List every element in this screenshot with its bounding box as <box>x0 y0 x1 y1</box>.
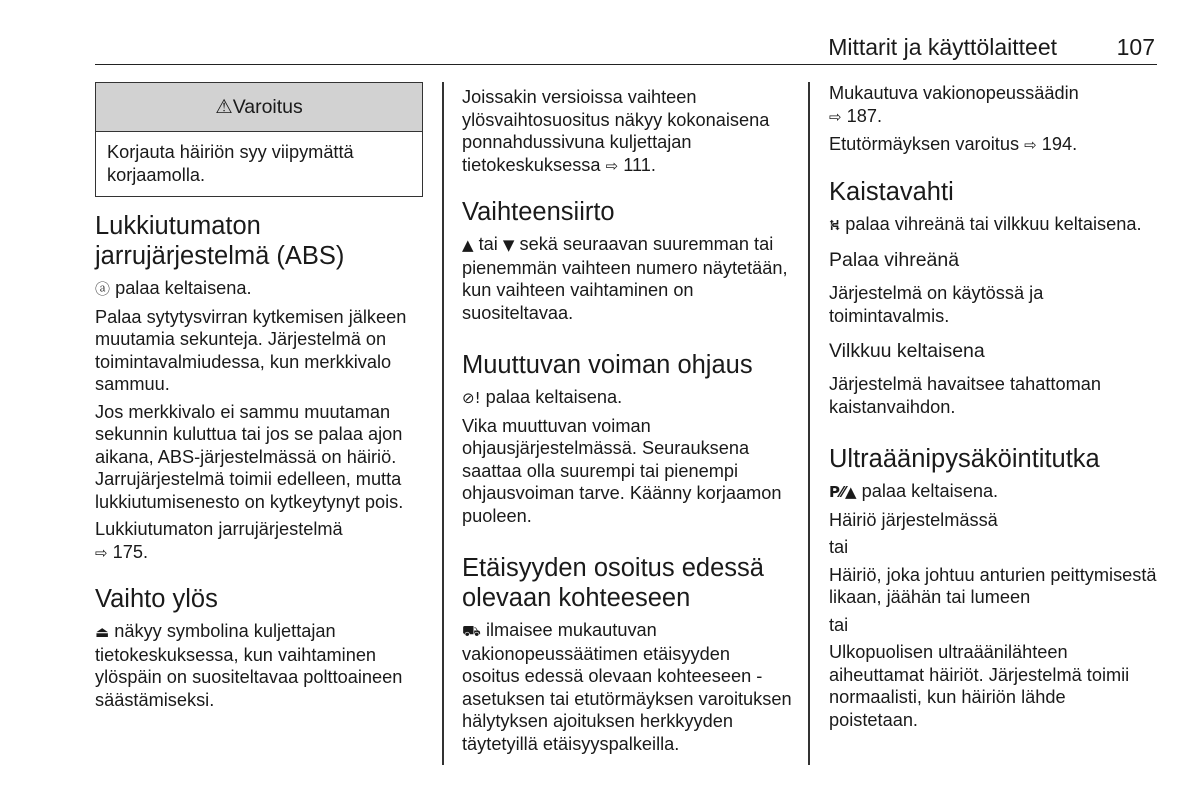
page-ref-icon: ⇨ <box>95 543 108 562</box>
gear-shift-heading: Vaihteensiirto <box>462 198 615 226</box>
warning-title: Varoitus <box>232 95 303 118</box>
section-title: Mittarit ja käyttölaitteet <box>828 34 1057 60</box>
column-divider <box>808 82 810 765</box>
collision-warning-reference: Etutörmäyksen varoitus ⇨ 194. <box>829 134 1078 154</box>
page-ref-icon: ⇨ <box>829 107 842 126</box>
parking-assist-icon: P⁄⁄▲ <box>829 483 857 501</box>
page-ref-number: 194. <box>1041 134 1078 154</box>
shift-up-heading: Vaihto ylös <box>95 585 218 613</box>
lane-green-paragraph: Järjestelmä on käytössä ja toimintavalmis. <box>829 283 1044 326</box>
page-ref-number: 187. <box>846 105 883 126</box>
column-1 <box>95 82 425 716</box>
abs-reference: Lukkiutumaton jarrujärjestelmä ⇨ 175. <box>95 519 343 562</box>
steering-paragraph-2: Vika muuttuvan voiman ohjausjärjestelmässä. Seurauksena saattaa olla suurempi tai pienempi ohjausvoiman tarve. Käänny korjaamon puoleen. <box>462 415 782 526</box>
page-ref-icon: ⇨ <box>605 156 619 175</box>
warning-header <box>96 83 422 132</box>
parking-paragraph-4: Häiriö, joka johtuu anturien peittymisestä likaan, jäähän tai lumeen <box>829 564 1157 607</box>
steering-heading: Muuttuvan voiman ohjaus <box>462 351 753 379</box>
distance-heading: Etäisyyden osoitus edessä olevaan kohteeseen <box>462 554 764 612</box>
parking-indicator-paragraph: P⁄⁄▲ palaa keltaisena. <box>829 481 999 501</box>
arrow-up-icon: ▲ <box>462 236 474 254</box>
parking-paragraph-2: Häiriö järjestelmässä <box>829 509 998 530</box>
abs-indicator-paragraph: ⓐ palaa keltaisena. <box>95 278 252 298</box>
distance-paragraph: ⛟ ilmaisee mukautuvan vakionopeussäätimen etäisyyden osoitus edessä olevaan kohteeseen -asetuksen tai etutörmäyksen varoituksen hälytyksen ajoituksen herkkyyden täytetyillä etäisyyspalkeilla. <box>462 620 792 754</box>
parking-paragraph-5: tai <box>829 614 849 635</box>
abs-icon: ⓐ <box>95 280 111 298</box>
parking-paragraph-3: tai <box>829 537 849 557</box>
lane-assist-icon: ⛕ <box>829 215 841 234</box>
warning-icon: ⚠ <box>215 95 233 118</box>
column-divider <box>442 82 444 765</box>
page-number: 107 <box>1116 34 1155 60</box>
parking-assist-heading: Ultraäänipysäköintitutka <box>829 445 1100 473</box>
abs-heading: Lukkiutumaton jarrujärjestelmä (ABS) <box>95 212 345 270</box>
parking-paragraph-6: Ulkopuolisen ultraäänilähteen aiheuttamat häiriöt. Järjestelmä toimii normaalisti, kun häiriön lähde poistetaan. <box>829 642 1130 730</box>
steering-indicator-paragraph: ⊘! palaa keltaisena. <box>462 387 623 407</box>
page-ref-icon: ⇨ <box>1024 136 1037 154</box>
gear-shift-paragraph: ▲ tai ▼ sekä seuraavan suuremman tai pienemmän vaihteen numero näytetään, kun vaihteen vaihtaminen on suositeltavaa. <box>462 234 788 323</box>
page-ref-number: 175. <box>112 541 149 562</box>
warning-box <box>95 82 423 197</box>
page-ref-number: 111. <box>623 154 656 175</box>
lane-assist-indicator-paragraph: ⛕ palaa vihreänä tai vilkkuu keltaisena. <box>829 213 1142 234</box>
shift-up-icon: ⏏ <box>95 623 110 641</box>
lane-yellow-paragraph: Järjestelmä havaitsee tahattoman kaistanvaihdon. <box>829 374 1101 417</box>
lane-yellow-subheading: Vilkkuu keltaisena <box>829 340 985 362</box>
steering-warning-icon: ⊘! <box>462 389 481 407</box>
column-2 <box>462 86 792 760</box>
warning-text: Korjauta häiriön syy viipymättä korjaamolla. <box>107 142 354 185</box>
abs-paragraph-3: Jos merkkivalo ei sammu muutaman sekunnin kuluttua tai jos se palaa ajon aikana, ABS-järjestelmässä on häiriö. Jarrujärjestelmä toimii edelleen, mutta lukkiutumisenesto on kytkeytynyt pois. <box>95 401 404 512</box>
vehicle-distance-icon: ⛟ <box>462 622 481 640</box>
cruise-control-reference: Mukautuva vakionopeussäädin ⇨ 187. <box>829 83 1079 126</box>
lane-green-subheading: Palaa vihreänä <box>829 249 960 271</box>
column-3 <box>829 82 1159 736</box>
abs-paragraph-2: Palaa sytytysvirran kytkemisen jälkeen muutamia sekunteja. Järjestelmä on toimintavalmiudessa, kun merkkivalo sammuu. <box>95 306 407 394</box>
shift-popup-paragraph: Joissakin versioissa vaihteen ylösvaihtosuositus näkyy kokonaisena ponnahdussivuna kuljettajan tietokeskuksessa ⇨ 111. <box>462 87 770 175</box>
shift-up-paragraph: ⏏ näkyy symbolina kuljettajan tietokeskuksessa, kun vaihtaminen ylöspäin on suositeltavaa polttoaineen säästämiseksi. <box>95 621 403 710</box>
page-header <box>95 34 1157 65</box>
lane-assist-heading: Kaistavahti <box>829 177 954 206</box>
arrow-down-icon: ▼ <box>502 236 515 254</box>
